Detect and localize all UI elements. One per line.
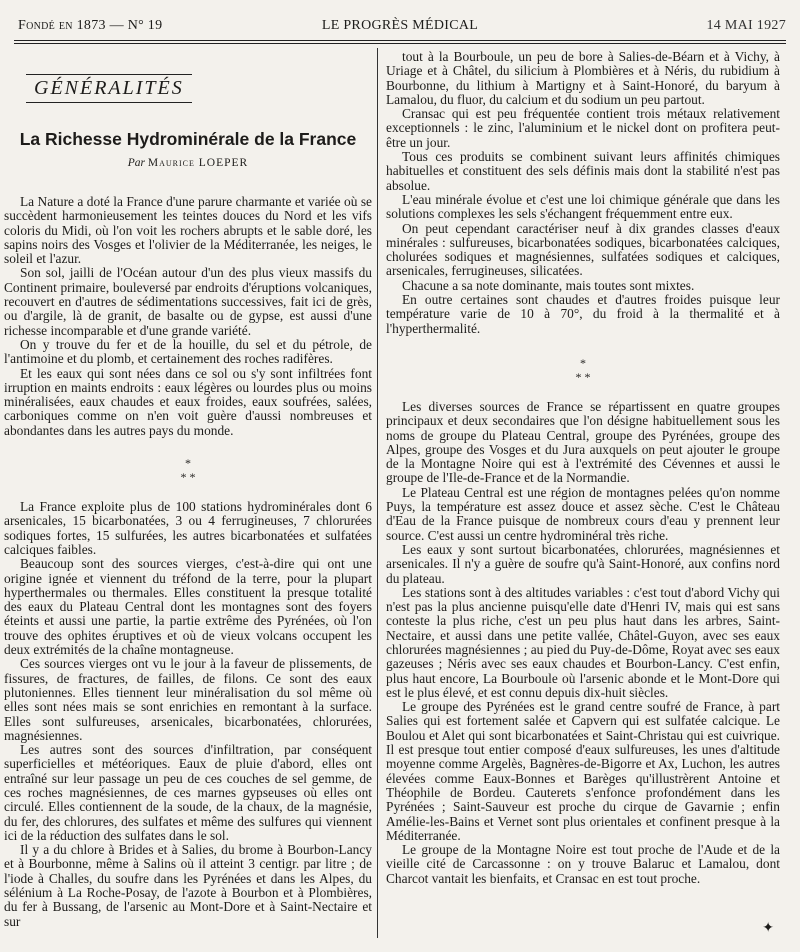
paragraph: Chacune a sa note dominante, mais toutes sont mixtes. — [402, 277, 695, 293]
paragraph: Le Plateau Central est une région de montagnes pelées qu'on nomme Puys, la température est assez douce et assez sèche. C'est le Château d'Eau de la France puisque de nombreux cours d'eau y prennent leur source. C'est aussi un centre hydrominéral très riche. — [386, 484, 780, 543]
issue-date: 14 MAI 1927 — [706, 18, 786, 33]
section-title: GÉNÉRALITÉS — [26, 74, 192, 103]
paragraph: Le groupe des Pyrénées est le grand centre soufré de France, à part Salies qui est fortement salée et Capvern qui est sulfatée calcique. Le Boulou et Alet qui sont bicarbonatées et Saint-Christau qui est cuivrique. Il est presque tout entier composé d'eaux sulfureuses, les unes d'altitude moyenne comme Argelès, Bagnères-de-Bigorre et Ax, Luchon, les autres élevées comme Eaux-Bonnes et Barèges qu'illustrèrent Antoine et Théophile de Bordeu. Cauterets s'enfonce profondément dans les Pyrénées ; Saint-Sauveur est proche du cirque de Gavarnie ; enfin Amélie-les-Bains et Vernet sont plus orientales et confinent presque à la Méditerranée. — [386, 699, 780, 843]
article-title: La Richesse Hydrominérale de la France — [19, 129, 357, 149]
byline — [4, 157, 372, 169]
right-column — [386, 50, 780, 945]
paragraph: L'eau minérale évolue et c'est une loi chimique générale que dans les solutions complexes les sels s'échangent fréquemment entre eux. — [386, 191, 780, 222]
fleuron-ornament: ✦ — [762, 921, 774, 936]
left-column — [4, 60, 372, 945]
paragraph: Il y a du chlore à Brides et à Salies, du brome à Bourbon-Lancy et à Bourbonne, même à Salins où il atteint 3 centigr. par litre ; de l'iode à Challes, du soufre dans les Pyrénées et dans les Alpes, du sélénium à La Roche-Posay, de l'azote à Bourbon et à Plombières, du fer à Bussang, de l'arsenic au Mont-Dore et à Saint-Nectaire et sur — [4, 842, 372, 929]
paragraph: Le groupe de la Montagne Noire est tout proche de l'Aude et de la vieille cité de Carcassonne : on y trouve Balaruc et Lamalou, dont Charcot vantait les bienfaits, et Cransac en est tout proche. — [386, 842, 780, 886]
paragraph: Son sol, jailli de l'Océan autour d'un des plus vieux massifs du Continent primaire, bouleversé par endroits d'éruptions volcaniques, recouvert en d'autres de sédimentations successives, fait ici de grès, ou d'argile, là de granit, de basalte ou de gypse, est aussi d'une richesse incomparable et d'une grande variété. — [4, 265, 372, 338]
author-name: Maurice LOEPER — [147, 157, 249, 169]
byline-prefix: Par — [127, 157, 146, 169]
paragraph: Les eaux y sont surtout bicarbonatées, chlorurées, magnésiennes et arsenicales. Il n'y a guère de soufre qu'à Saint-Honoré, aux confins nord du plateau. — [386, 541, 780, 586]
paragraph: Et les eaux qui sont nées dans ce sol ou s'y sont infiltrées font irruption en maints endroits : eaux légères ou lourdes plus ou moins minéralisées, eaux chaudes et eaux froides, eaux soufrées, salées, carboniques comme on n'en voit guère d'aussi nombreuses et abondantes dans les autres pays du monde. — [4, 365, 372, 438]
paragraph: En outre certaines sont chaudes et d'autres froides puisque leur température varie de 10 à 70°, du froid à la thermalité et à l'hyperthermalité. — [386, 292, 780, 336]
paragraph: La Nature a doté la France d'une parure charmante et variée où se succèdent harmonieusement les teintes douces du Nord et les vifs coloris du Midi, où l'on voit les rochers abrupts et le sable doré, les sapins noirs des Vosges et l'olivier de la Méditerranée, les neiges, le soleil et l'azur. — [4, 194, 372, 267]
header-founded: Fondé en 1873 — N° 19 — [18, 18, 163, 33]
paragraph: On peut cependant caractériser neuf à dix grandes classes d'eaux minérales : sulfureuses, bicarbonatées sodiques, bicarbonatées calciques, cholurées sodiques et magnésiennes, sulfatées sodiques et calciques, arsenicales, ferrugineuses, silicatées. — [386, 220, 780, 279]
paragraph: Ces sources vierges ont vu le jour à la faveur de plissements, de fissures, de fractures, de failles, de filons. Ce sont des eaux plutoniennes. Elles tiennent leur minéralisation du sol même où elles sont nées mais se sont enrichies en remontant à la surface. Elles sont sulfureuses, arsenicales, bicarbonatées, chlorurées, magnésiennes. — [4, 656, 372, 743]
paragraph: La France exploite plus de 100 stations hydrominérales dont 6 arsenicales, 15 bicarbonatées, 3 ou 4 ferrugineuses, 7 chlorurées sodiques fortes, 15 sulfurées, les autres bicarbonatées et sulfatées calciques faibles. — [4, 499, 372, 557]
page-header — [14, 14, 786, 38]
header-rule-2 — [14, 43, 786, 44]
paragraph: Les stations sont à des altitudes variables : c'est tout d'abord Vichy qui n'est pas la plus ancienne puisqu'elle date d'Henri IV, mais qui est sans conteste la plus riche, c'est un peu plus haut dans les arbres, Saint-Nectaire, et aussi dans une petite vallée, Châtel-Guyon, avec ses eaux chlorurées magnésiennes ; au pied du Puy-de-Dôme, Royat avec ses eaux gazeuses ; Néris avec ses eaux chaudes et Bourbon-Lancy. C'est enfin, plus haut encore, La Bourboule où l'arsenic abonde et le Mont-Dore qui est le plus élevé, et est connu depuis dix-huit siècles. — [386, 584, 780, 700]
column-divider — [377, 48, 378, 938]
paragraph: tout à la Bourboule, un peu de bore à Salies-de-Béarn et à Vichy, à Uriage et à Châtel, du silicium à Plombières et à Néris, du rubidium à Bourbonne, du lithium à Martigny et à Saint-Honoré, du baryum à Lamalou, du fluor, du calcium et du sodium un peu partout. — [386, 49, 780, 107]
section-heading — [26, 74, 192, 103]
paragraph: Beaucoup sont des sources vierges, c'est-à-dire qui ont une origine ignée et viennent du tréfond de la terre, pour la plupart hyperthermales ou thermales. Elles constituent la presque totalité des eaux du Plateau Central dont les montagnes sont des foyers éteints et aussi une partie, la partie extrême des Pyrénées, où l'on trouve des ophites éruptives et où de vieux volcans occupent les deux extrémités de la chaîne montagneuse. — [4, 556, 372, 658]
header-rule — [14, 40, 786, 41]
right-paragraphs — [386, 50, 780, 336]
paragraph: Les diverses sources de France se répartissent en quatre groupes principaux et deux secondaires que l'on désigne habituellement sous les noms de groupe du Plateau Central, groupe des Pyrénées, groupe des Alpes, groupe des Vosges et du Jura auxquels on peut ajouter le groupe de la Montagne Noire qui est à l'extrémité des Cévennes et aussi le groupe de l'Ile-de-France et de la Normandie. — [386, 398, 780, 486]
journal-title: LE PROGRÈS MÉDICAL — [321, 18, 479, 33]
left-paragraphs — [4, 195, 372, 438]
paragraph: Tous ces produits se combinent suivant leurs affinités chimiques habituelles et constituent des sels définis mais dont la stabilité n'est pas absolue. — [386, 149, 780, 193]
paragraph: Cransac qui est peu fréquentée contient trois métaux relativement exceptionnels : le zinc, l'aluminium et le nickel dont on profitera peut-être un jour. — [386, 106, 780, 150]
left-paragraphs-2 — [4, 500, 372, 929]
section-separator-right: * * * — [575, 355, 591, 384]
right-paragraphs-2 — [386, 400, 780, 886]
paragraph: Les autres sont des sources d'infiltration, par conséquent superficielles et météoriques. Eaux de pluie d'abord, elles ont entraîné sur leur passage un peu de ces couches de sel gemme, de ces roches magnésiennes, de ces marnes gypseuses où elles ont circulé. Elles contiennent de la soude, de la chaux, de la magnésie, du fer, des chlorures, des sulfates et même des sulfures qui viennent ici de la réduction des sulfates dans le sol. — [4, 742, 372, 843]
paragraph: On y trouve du fer et de la houille, du sel et du pétrole, de l'antimoine et du plomb, et certainement des roches radifères. — [4, 336, 372, 367]
section-separator: * * * — [180, 456, 196, 485]
